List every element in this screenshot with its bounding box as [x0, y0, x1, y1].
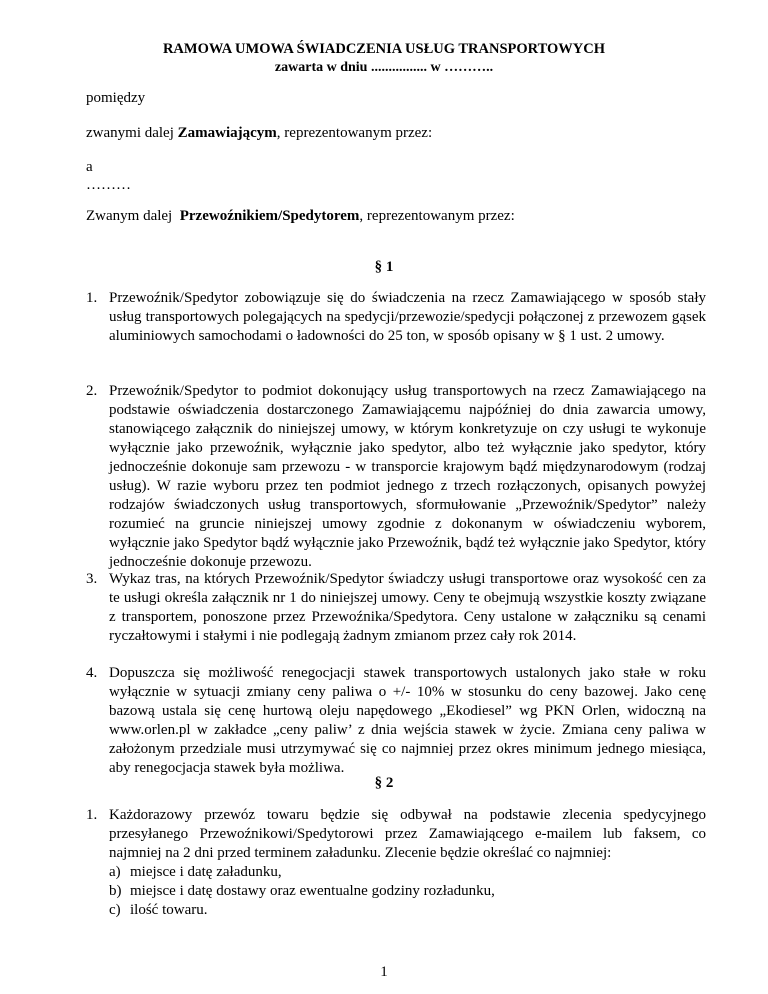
carrier-name: Przewoźnikiem/Spedytorem	[179, 208, 360, 224]
subitem-letter: b)	[109, 883, 122, 899]
client-prefix: zwanymi dalej	[86, 125, 178, 141]
subitem-letter: a)	[109, 864, 121, 880]
parties-placeholder: ………	[86, 177, 131, 193]
carrier-prefix: Zwanym dalej	[86, 208, 180, 224]
client-name: Zamawiającym	[177, 125, 277, 141]
subitem-text: miejsce i datę dostawy oraz ewentualne godziny rozładunku,	[130, 883, 495, 899]
section-1-item-2	[86, 382, 706, 572]
subitem	[109, 882, 706, 901]
item-number: 4.	[86, 665, 98, 681]
subitem	[109, 863, 706, 882]
client-suffix: , reprezentowanym przez:	[276, 125, 433, 141]
item-text: Przewoźnik/Spedytor zobowiązuje się do świadczenia na rzecz Zamawiającego w sposób stały usług transportowych polegających na spedycji/przewozie/spedycji połączonej z przewozem gąsek aluminiowych samochodami o ładowności do 25 ton, w sposób opisany w § 1 ust. 2 umowy.	[109, 290, 706, 344]
section-1-item-1	[86, 289, 706, 346]
client-line	[86, 124, 706, 143]
item-number: 3.	[86, 571, 98, 587]
section-2-item-1	[86, 806, 706, 920]
subitem-text: ilość towaru.	[130, 902, 208, 918]
section-1-heading: § 1	[374, 259, 394, 275]
subitem	[109, 901, 706, 920]
carrier-suffix: , reprezentowanym przez:	[359, 208, 515, 224]
document-subtitle: zawarta w dniu ................ w ………..	[274, 60, 494, 75]
parties-and: a	[86, 159, 93, 175]
section-1-item-4	[86, 664, 706, 778]
item-text: Dopuszcza się możliwość renegocjacji stawek transportowych ustalonych jako stałe w roku wyłącznie w sytuacji zmiany ceny paliwa o +/- 10% w stosunku do ceny bazowej. Jako cenę bazową ustala się cenę hurtową oleju napędowego „Ekodiesel” wg PKN Orlen, widoczną na www.orlen.pl w zakładce „ceny paliw’ z dnia wejścia stawek w życie. Zmiana ceny paliwa w założonym przedziale musi utrzymywać się co najmniej przez okres minimum jednego miesiąca, aby renegocjacja stawek była możliwa.	[109, 665, 706, 776]
item-number: 2.	[86, 383, 98, 399]
parties-between: pomiędzy	[86, 90, 146, 106]
document-title: RAMOWA UMOWA ŚWIADCZENIA USŁUG TRANSPORTOWYCH	[162, 41, 606, 57]
item-text: Wykaz tras, na których Przewoźnik/Spedytor świadczy usługi transportowe oraz wysokość cen za te usługi określa załącznik nr 1 do niniejszej umowy. Ceny te obejmują wszystkie koszty związane z transportem, ponoszone przez Przewoźnika/Spedytora. Ceny ustalone w załączniku są cenami ryczałtowymi i stałymi i nie podlegają żadnym zmianom przez cały rok 2014.	[109, 571, 706, 644]
carrier-line	[86, 207, 706, 226]
item-number: 1.	[86, 290, 98, 306]
subitem-letter: c)	[109, 902, 121, 918]
section-2-heading: § 2	[374, 775, 394, 791]
section-1-item-3	[86, 570, 706, 646]
item-text: Każdorazowy przewóz towaru będzie się odbywał na podstawie zlecenia spedycyjnego przesyłanego Przewoźnikowi/Spedytorowi przez Zamawiającego e-mailem lub faksem, co najmniej na 2 dni przed terminem załadunku. Zlecenie będzie określać co najmniej:	[109, 807, 706, 861]
item-text: Przewoźnik/Spedytor to podmiot dokonujący usług transportowych na rzecz Zamawiającego na podstawie oświadczenia dostarczonego Zamawiającemu najpóźniej do dnia zawarcia umowy, stanowiącego załącznik do niniejszej umowy, w którym konkretyzuje on czy usługi te wykonuje wyłącznie jako przewoźnik, wyłącznie jako spedytor, albo też wyłącznie jako spedytor, który jednocześnie dokonuje sam przewozu - w transporcie krajowym bądź międzynarodowym (rodzaj usług). W razie wyboru przez ten podmiot jednego z trzech rozłączonych, opisanych powyżej rodzajów świadczonych usług transportowych, sformułowanie „Przewoźnik/Spedytor” należy rozumieć na gruncie niniejszej umowy zgodnie z dokonanym w oświadczeniu wyborem, wyłącznie jako Spedytor bądź wyłącznie jako Przewoźnik, bądź też wyłącznie jako Spedytor, który jednocześnie dokonuje przewozu.	[109, 383, 706, 570]
item-number: 1.	[86, 807, 98, 823]
subitem-text: miejsce i datę załadunku,	[130, 864, 282, 880]
page-number: 1	[380, 964, 388, 980]
